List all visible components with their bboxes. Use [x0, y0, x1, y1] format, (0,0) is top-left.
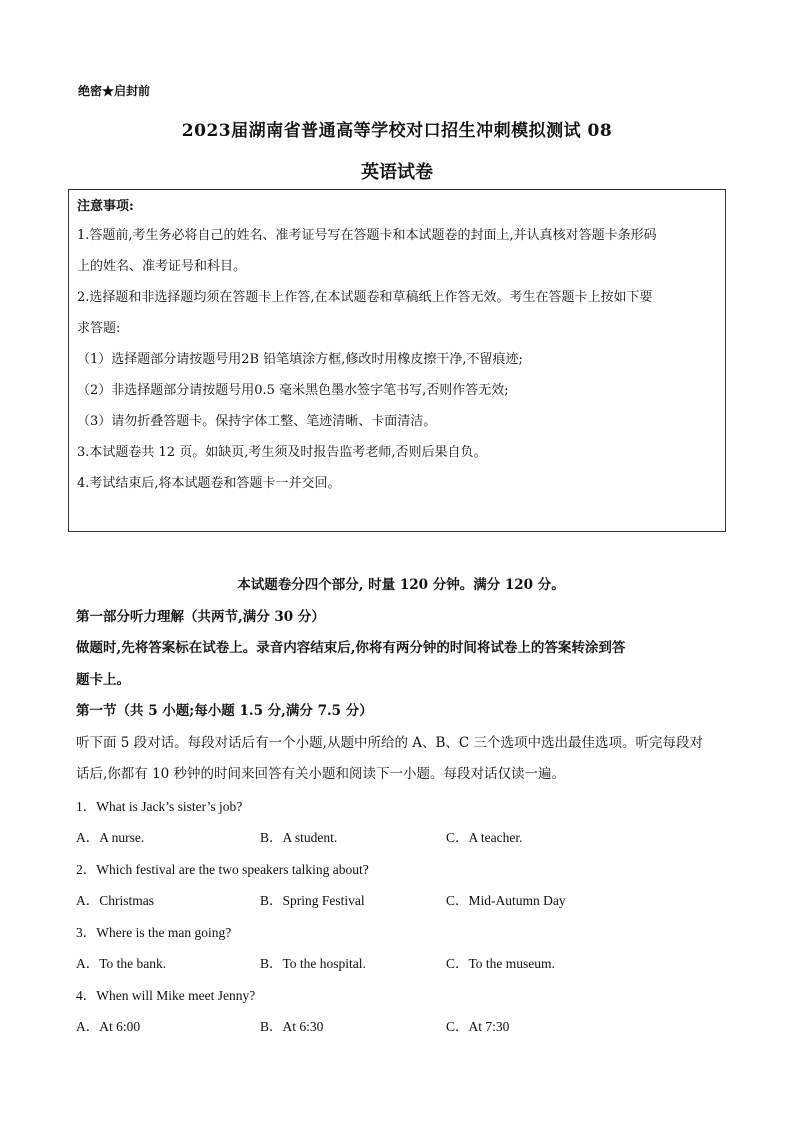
option-b: B．Spring Festival [260, 893, 365, 908]
option-b: B．A student. [260, 830, 338, 845]
notice-line: 4.考试结束后,将本试题卷和答题卡一并交回。 [77, 476, 341, 491]
instruction-text: 做题时,先将答案标在试卷上。录音内容结束后,你将有两分钟的时间将试卷上的答案转涂到答 [76, 640, 626, 656]
notice-heading: 注意事项: [77, 199, 134, 214]
notice-line: 上的姓名、准考证号和科目。 [77, 259, 247, 274]
option-a: A．At 6:00 [76, 1019, 141, 1034]
notice-line: （2）非选择题部分请按题号用0.5 毫米黑色墨水签字笔书写,否则作答无效; [77, 383, 509, 398]
notice-line: 1.答题前,考生务必将自己的姓名、准考证号写在答题卡和本试题卷的封面上,并认真核对答题卡条形码 [77, 228, 657, 243]
option-c: C．To the museum. [446, 956, 555, 971]
part-heading: 第一部分听力理解（共两节,满分 30 分） [76, 608, 325, 625]
option-b: B．At 6:30 [260, 1019, 324, 1034]
instruction-text: 听下面 5 段对话。每段对话后有一个小题,从题中所给的 A、B、C 三个选项中选出最佳选项。听完每段对 [76, 734, 704, 751]
instruction-text: 话后,你都有 10 秒钟的时间来回答有关小题和阅读下一小题。每段对话仅读一遍。 [76, 766, 566, 782]
question-text: 1．What is Jack’s sister’s job? [76, 798, 243, 814]
question-options [76, 1011, 726, 1043]
notice-line: 3.本试题卷共 12 页。如缺页,考生须及时报告监考老师,否则后果自负。 [77, 445, 487, 460]
question-options [76, 822, 726, 854]
question-text: 4．When will Mike meet Jenny? [76, 987, 256, 1003]
notice-box [68, 189, 726, 532]
exam-body [76, 570, 726, 1043]
notice-line: （1）选择题部分请按题号用2B 铅笔填涂方框,修改时用橡皮擦干净,不留痕迹; [77, 352, 523, 367]
exam-title: 2023届湖南省普通高等学校对口招生冲刺模拟测试 08 [181, 121, 613, 141]
section-heading: 第一节（共 5 小题;每小题 1.5 分,满分 7.5 分） [76, 703, 373, 719]
exam-summary: 本试题卷分四个部分, 时量 120 分钟。满分 120 分。 [237, 577, 565, 593]
notice-line: 求答题: [77, 321, 121, 336]
exam-subtitle: 英语试卷 [361, 162, 433, 183]
notice-line: （3）请勿折叠答题卡。保持字体工整、笔迹清晰、卡面清洁。 [77, 414, 437, 429]
option-c: C．A teacher. [446, 830, 523, 845]
option-a: A．Christmas [76, 893, 155, 908]
option-b: B．To the hospital. [260, 956, 366, 971]
option-c: C．Mid-Autumn Day [446, 893, 566, 908]
instruction-text: 题卡上。 [76, 671, 130, 688]
confidential-mark: 绝密★启封前 [78, 84, 151, 98]
question-text: 2．Which festival are the two speakers talking about? [76, 861, 369, 877]
question-text: 3．Where is the man going? [76, 924, 232, 940]
question-options [76, 885, 726, 917]
option-a: A．To the bank. [76, 956, 167, 971]
notice-line: 2.选择题和非选择题均须在答题卡上作答,在本试题卷和草稿纸上作答无效。考生在答题卡上按如下要 [77, 290, 653, 305]
question-options [76, 948, 726, 980]
option-c: C．At 7:30 [446, 1019, 510, 1034]
option-a: A．A nurse. [76, 830, 145, 845]
